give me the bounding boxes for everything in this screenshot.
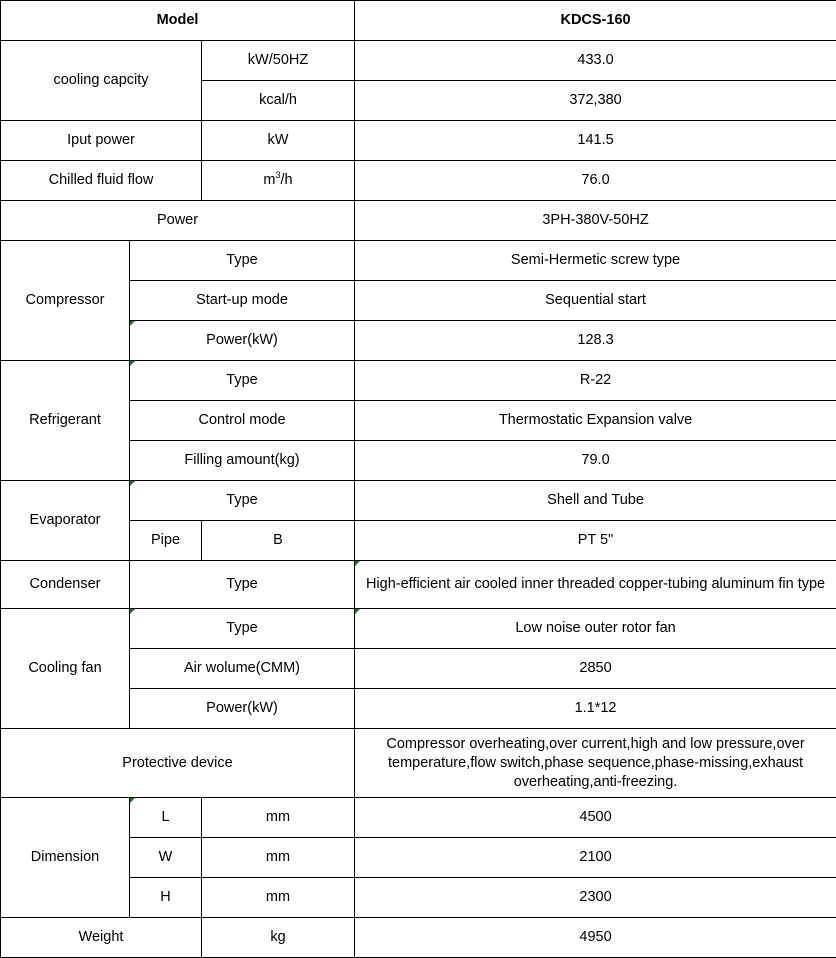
chilled-flow-value: 76.0 (355, 161, 836, 201)
dimension-axis-w: W (130, 838, 202, 878)
evaporator-type-value: Shell and Tube (355, 481, 836, 521)
refrigerant-filling-label: Filling amount(kg) (130, 441, 355, 481)
weight-value: 4950 (355, 918, 836, 958)
refrigerant-control-label: Control mode (130, 401, 355, 441)
model-value: KDCS-160 (355, 1, 836, 41)
protective-label: Protective device (1, 729, 355, 798)
evaporator-pipe-value: PT 5" (355, 521, 836, 561)
compressor-power-value: 128.3 (355, 321, 836, 361)
cooling-fan-label: Cooling fan (1, 609, 130, 729)
dimension-value-h: 2300 (355, 878, 836, 918)
cooling-fan-air-label: Air wolume(CMM) (130, 649, 355, 689)
cooling-fan-type-label: Type (130, 609, 355, 649)
cooling-capacity-value-kcal: 372,380 (355, 81, 836, 121)
cooling-fan-air-value: 2850 (355, 649, 836, 689)
chilled-flow-unit-sup: 3 (276, 170, 281, 180)
model-label: Model (1, 1, 355, 41)
cooling-capacity-value-kw: 433.0 (355, 41, 836, 81)
chilled-flow-unit (202, 161, 355, 201)
model-row (1, 1, 836, 41)
evaporator-pipe-sub: B (202, 521, 355, 561)
refrigerant-label: Refrigerant (1, 361, 130, 481)
refrigerant-filling-value: 79.0 (355, 441, 836, 481)
dimension-row-l (1, 798, 836, 838)
input-power-unit: kW (202, 121, 355, 161)
refrigerant-row-type (1, 361, 836, 401)
protective-row (1, 729, 836, 798)
condenser-type-value: High-efficient air cooled inner threaded copper-tubing aluminum fin type (355, 561, 836, 609)
compressor-type-label: Type (130, 241, 355, 281)
dimension-axis-h: H (130, 878, 202, 918)
power-row (1, 201, 836, 241)
cooling-fan-type-value: Low noise outer rotor fan (355, 609, 836, 649)
compressor-label: Compressor (1, 241, 130, 361)
power-label: Power (1, 201, 355, 241)
evaporator-row-type (1, 481, 836, 521)
chilled-flow-unit-base: m (263, 172, 275, 188)
chilled-flow-row (1, 161, 836, 201)
compressor-startup-value: Sequential start (355, 281, 836, 321)
evaporator-pipe-label: Pipe (130, 521, 202, 561)
weight-row (1, 918, 836, 958)
cooling-capacity-row-1 (1, 41, 836, 81)
chilled-flow-unit-tail: /h (281, 172, 293, 188)
power-value: 3PH-380V-50HZ (355, 201, 836, 241)
dimension-label: Dimension (1, 798, 130, 918)
dimension-unit-w: mm (202, 838, 355, 878)
refrigerant-type-value: R-22 (355, 361, 836, 401)
dimension-axis-l: L (130, 798, 202, 838)
chilled-flow-label: Chilled fluid flow (1, 161, 202, 201)
weight-label: Weight (1, 918, 202, 958)
condenser-label: Condenser (1, 561, 130, 609)
cooling-fan-row-type (1, 609, 836, 649)
refrigerant-control-value: Thermostatic Expansion valve (355, 401, 836, 441)
evaporator-type-label: Type (130, 481, 355, 521)
input-power-row (1, 121, 836, 161)
dimension-value-w: 2100 (355, 838, 836, 878)
refrigerant-type-label: Type (130, 361, 355, 401)
dimension-unit-h: mm (202, 878, 355, 918)
compressor-type-value: Semi-Hermetic screw type (355, 241, 836, 281)
condenser-type-label: Type (130, 561, 355, 609)
input-power-label: Iput power (1, 121, 202, 161)
compressor-row-type (1, 241, 836, 281)
weight-unit: kg (202, 918, 355, 958)
cooling-fan-power-label: Power(kW) (130, 689, 355, 729)
cooling-capacity-unit-kcal: kcal/h (202, 81, 355, 121)
cooling-fan-power-value: 1.1*12 (355, 689, 836, 729)
evaporator-label: Evaporator (1, 481, 130, 561)
cooling-capacity-unit-kw: kW/50HZ (202, 41, 355, 81)
condenser-row (1, 561, 836, 609)
cooling-capacity-label: cooling capcity (1, 41, 202, 121)
input-power-value: 141.5 (355, 121, 836, 161)
compressor-startup-label: Start-up mode (130, 281, 355, 321)
dimension-unit-l: mm (202, 798, 355, 838)
protective-value: Compressor overheating,over current,high and low pressure,over temperature,flow switch,phase sequence,phase-missing,exhaust overheating,anti-freezing. (355, 729, 836, 798)
dimension-value-l: 4500 (355, 798, 836, 838)
compressor-power-label: Power(kW) (130, 321, 355, 361)
